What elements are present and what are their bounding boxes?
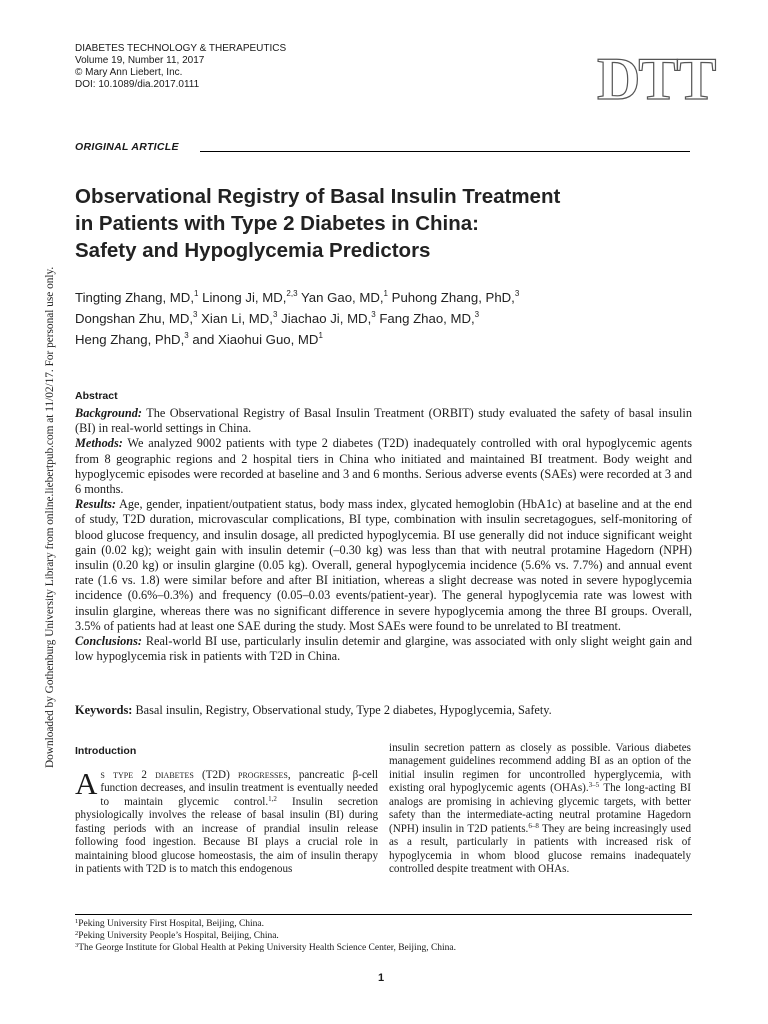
abstract-background <box>75 406 692 436</box>
author-name: Dongshan Zhu, MD, <box>75 311 194 326</box>
intro-text: Insulin secretion physiologically involves the release of basal insulin (BI) during fasting periods with an increase of prandial insulin release following food ingestion. Because BI plays a crucial role in maintaining blood glucose homeostasis, the aim of insulin therapy in patients with T2D is to match this endogenous <box>75 795 379 876</box>
author-affiliation: 3 <box>371 310 376 319</box>
intro-text: (T2D) <box>193 769 239 781</box>
footnote <box>75 918 456 930</box>
author-line <box>75 308 695 329</box>
footnote-text: Peking University First Hospital, Beijing, China. <box>78 919 265 929</box>
footnote <box>75 930 456 942</box>
intro-text: They are being increasingly used as a result, particularly in patients with increased risk of hypoglycemia in whom blood glucose remains inadequately controlled despite treatment with OHAs. <box>389 822 691 876</box>
journal-name: DIABETES TECHNOLOGY & THERAPEUTICS <box>75 43 287 54</box>
section-label: Background: <box>75 406 142 420</box>
footnote-divider <box>75 914 692 915</box>
small-caps-text: s type 2 diabetes <box>100 769 194 781</box>
keywords <box>75 703 692 718</box>
abstract-methods <box>75 436 692 497</box>
abstract-body <box>75 406 692 664</box>
author-name: Fang Zhao, MD, <box>379 311 475 326</box>
intro-column-right <box>389 742 691 877</box>
footnotes <box>75 918 456 954</box>
section-text: Age, gender, inpatient/outpatient status, body mass index, glycated hemoglobin (HbA1c) at baseline and at the end of study, T2D duration, microvascular complications, BI type, combination with insulin secretagogues, self-monitoring of blood glucose frequency, and insulin dosage, all predicted hypoglycemia. BI use generally did not induce significant weight gain (0.02 kg); weight gain with insulin detemir (–0.30 kg) was less than that with neutral protamine Hagedorn (NPH) insulin (0.20 kg) or insulin glargine (0.05 kg). Overall, general hypoglycemia incidence (5.6% vs. 7.7%) and annual event rate (1.6 vs. 1.8) were similar before and after BI initiation, whereas a slight decrease was noted in severe hypoglycemia incidence (0.6%–0.3%) and frequency (0.05–0.03 events/patient-year). The general hypoglycemia rate was lowest with insulin glargine, whereas there was no significant difference in severe hypoglycemia among the three BI groups. Overall, 3.5% of patients had at least one SAE during the study. Most SAEs were found to be unrelated to BI treatment. <box>75 497 693 633</box>
footnote-text: Peking University People’s Hospital, Beijing, China. <box>78 931 279 941</box>
author-name: Puhong Zhang, PhD, <box>391 290 515 305</box>
intro-heading: Introduction <box>75 745 137 757</box>
title-line: in Patients with Type 2 Diabetes in China: <box>75 212 479 235</box>
author-name: Heng Zhang, PhD, <box>75 332 185 347</box>
author-affiliation: 1 <box>318 331 323 340</box>
keywords-label: Keywords: <box>75 703 133 717</box>
intro-text: , pancreatic β-cell function decreases, and insulin treatment is eventually needed to maintain glycemic control. <box>100 769 378 808</box>
author-line <box>75 329 695 350</box>
author-affiliation: 3 <box>184 331 189 340</box>
small-caps-text: progresses <box>238 769 288 781</box>
footnote <box>75 942 456 954</box>
author-line <box>75 287 695 308</box>
author-name: Jiachao Ji, MD, <box>281 311 372 326</box>
journal-info <box>75 43 286 91</box>
keywords-text: Basal insulin, Registry, Observational study, Type 2 diabetes, Hypoglycemia, Safety. <box>135 703 552 717</box>
drop-cap: A <box>75 766 98 801</box>
footnote-number: 3 <box>75 942 79 949</box>
header-divider <box>200 151 690 152</box>
author-name: and Xiaohui Guo, MD <box>192 332 319 347</box>
journal-logo: DTT <box>597 46 715 112</box>
author-affiliation: 2,3 <box>286 289 298 298</box>
author-name: Xian Li, MD, <box>201 311 273 326</box>
article-title <box>75 183 675 264</box>
abstract-conclusions <box>75 634 692 664</box>
footnote-text: The George Institute for Global Health at Peking University Health Science Center, Beijing, China. <box>78 943 457 953</box>
section-text: Real-world BI use, particularly insulin detemir and glargine, was associated with only slight weight gain and low hypoglycemia risk in patients with T2D in China. <box>75 634 692 664</box>
footnote-number: 1 <box>75 918 79 925</box>
author-affiliation: 1 <box>383 289 388 298</box>
section-text: The Observational Registry of Basal Insulin Treatment (ORBIT) study evaluated the safety of basal insulin (BI) in real-world settings in China. <box>75 406 692 436</box>
section-label: Conclusions: <box>75 634 142 649</box>
reference-mark: 3–5 <box>588 781 600 790</box>
reference-mark: 1,2 <box>268 794 277 803</box>
footnote-number: 2 <box>75 930 79 937</box>
journal-doi: DOI: 10.1089/dia.2017.0111 <box>75 79 200 90</box>
author-affiliation: 1 <box>193 289 199 298</box>
author-affiliation: 3 <box>272 310 278 319</box>
journal-volume: Volume 19, Number 11, 2017 <box>75 55 205 66</box>
author-name: Yan Gao, MD, <box>300 290 384 305</box>
section-label: Results: <box>75 497 116 512</box>
title-line: Safety and Hypoglycemia Predictors <box>75 239 431 262</box>
intro-paragraph <box>75 766 379 877</box>
page-number: 1 <box>378 972 385 984</box>
article-type: ORIGINAL ARTICLE <box>75 141 179 153</box>
download-note-text: Downloaded by Gothenburg University Library from online.liebertpub.com at 11/02/17. For personal use only. <box>44 266 56 768</box>
author-affiliation: 3 <box>193 310 198 319</box>
section-text: We analyzed 9002 patients with type 2 diabetes (T2D) inadequately controlled with oral hypoglycemic agents from 8 geographic regions and 2 hospital tiers in China who initiated and maintained BI treatment. Body weight and hypoglycemic episodes were recorded at baseline and 3 and 6 months. Serious adverse events (SAEs) were recorded at 3 and 6 months. <box>75 436 692 497</box>
title-line: Observational Registry of Basal Insulin Treatment <box>75 185 561 208</box>
abstract-results <box>75 497 692 634</box>
intro-paragraph <box>389 742 691 877</box>
author-affiliation: 3 <box>514 289 520 298</box>
intro-column-left <box>75 766 379 877</box>
author-list <box>75 287 695 350</box>
reference-mark: 6–8 <box>528 821 539 830</box>
abstract-heading: Abstract <box>75 390 118 402</box>
intro-text: The long-acting BI analogs are promising in achieving glycemic targets, with better safety than the intermediate-acting neutral protamine Hagedorn (NPH) insulin in T2D patients. <box>389 782 692 835</box>
journal-copyright: © Mary Ann Liebert, Inc. <box>75 67 183 78</box>
author-affiliation: 3 <box>474 310 480 319</box>
author-name: Tingting Zhang, MD, <box>75 290 194 305</box>
intro-text: insulin secretion pattern as closely as possible. Various diabetes management guidelines recommend adding BI as an option of the initial insulin regimen for uncontrolled hyperglycemia, with existing oral hypoglycemic agents (OHAs). <box>389 742 691 795</box>
section-label: Methods: <box>75 436 123 451</box>
author-name: Linong Ji, MD, <box>202 290 287 305</box>
